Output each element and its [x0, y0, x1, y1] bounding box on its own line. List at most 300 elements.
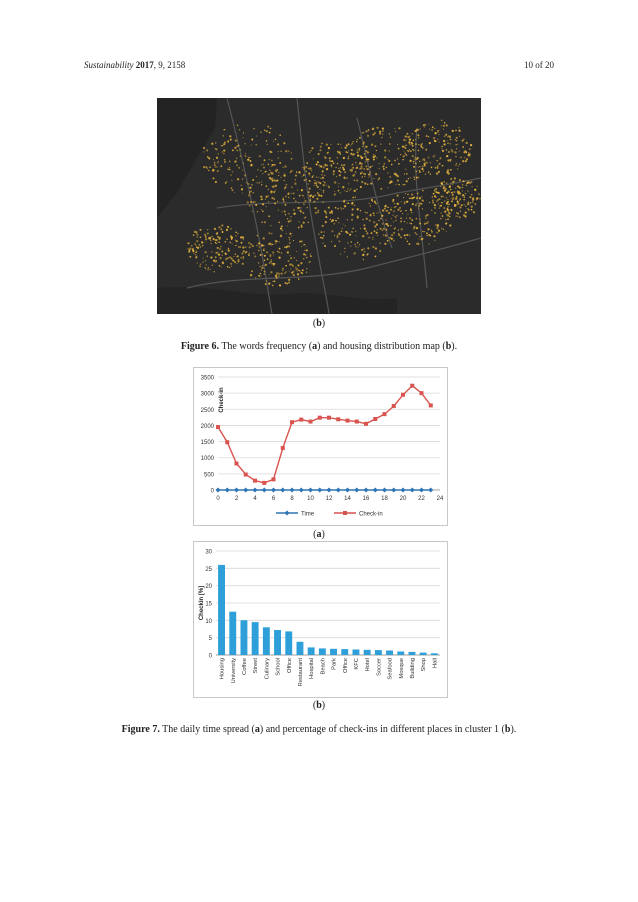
map-dot — [320, 237, 322, 239]
map-dot — [229, 160, 231, 162]
map-dot — [299, 195, 301, 197]
map-dot — [306, 249, 308, 251]
map-dot — [351, 144, 352, 145]
map-dot — [269, 159, 270, 160]
map-dot — [305, 246, 306, 247]
map-dot — [279, 273, 280, 274]
map-dot — [394, 173, 396, 175]
map-dot — [398, 163, 400, 165]
map-dot — [337, 208, 339, 210]
map-dot — [389, 237, 391, 239]
map-dot — [310, 255, 312, 257]
map-dot — [447, 136, 448, 137]
map-dot — [346, 144, 348, 146]
map-dot — [254, 201, 256, 203]
time-point — [345, 488, 350, 493]
map-dot — [283, 201, 284, 202]
map-dot — [272, 164, 273, 165]
map-dot — [402, 146, 404, 148]
map-dot — [465, 212, 467, 214]
map-dot — [321, 143, 322, 144]
map-dot — [335, 220, 337, 222]
map-dot — [468, 152, 469, 153]
map-dot — [273, 186, 275, 188]
map-dot — [432, 126, 434, 128]
map-dot — [309, 180, 311, 182]
bar — [330, 649, 337, 655]
map-dot — [245, 156, 246, 157]
map-dot — [364, 249, 365, 250]
map-dot — [446, 231, 447, 232]
figure6-caption-label: Figure 6. — [180, 341, 219, 352]
map-dot — [467, 190, 469, 192]
map-dot — [270, 243, 272, 245]
map-dot — [294, 257, 295, 258]
map-dot — [441, 195, 443, 197]
map-dot — [224, 159, 226, 161]
map-dot — [194, 243, 196, 245]
map-dot — [266, 140, 268, 142]
map-dot — [331, 230, 333, 232]
map-dot — [451, 200, 453, 202]
map-dot — [266, 130, 268, 132]
map-dot — [438, 203, 439, 204]
map-dot — [323, 190, 325, 192]
map-dot — [441, 120, 442, 121]
map-dot — [231, 175, 232, 176]
map-dot — [271, 197, 273, 199]
map-dot — [457, 200, 459, 202]
map-dot — [266, 280, 268, 282]
map-dot — [236, 240, 238, 242]
time-point — [262, 488, 267, 493]
time-point — [234, 488, 239, 493]
map-dot — [443, 181, 445, 183]
map-dot — [434, 128, 435, 129]
map-dot — [456, 198, 457, 199]
map-dot — [443, 186, 444, 187]
map-dot — [459, 151, 460, 152]
map-dot — [355, 171, 356, 172]
map-dot — [286, 233, 287, 234]
map-dot — [426, 135, 428, 137]
bar — [420, 653, 427, 655]
map-dot — [465, 193, 467, 195]
map-dot — [354, 190, 356, 192]
map-dot — [397, 158, 398, 159]
map-dot — [205, 241, 206, 242]
map-dot — [302, 212, 304, 214]
map-dot — [311, 150, 312, 151]
map-dot — [462, 184, 463, 185]
figure7-caption: Figure 7. The daily time spread (a) and percentage of check-ins in different places in cluster 1 (b). — [121, 724, 517, 735]
map-dot — [249, 246, 251, 248]
map-dot — [261, 267, 263, 269]
time-point — [336, 488, 341, 493]
map-dot — [208, 170, 210, 172]
map-dot — [220, 246, 221, 247]
map-dot — [295, 179, 296, 180]
map-dot — [436, 232, 438, 234]
category-label: Culinary — [264, 658, 271, 680]
map-dot — [285, 265, 287, 267]
map-dot — [441, 146, 443, 148]
map-dot — [410, 177, 411, 178]
map-dot — [352, 228, 354, 230]
map-dot — [400, 217, 402, 219]
map-dot — [218, 241, 220, 243]
map-dot — [448, 172, 450, 174]
map-dot — [450, 138, 452, 140]
map-dot — [443, 207, 445, 209]
map-dot — [416, 233, 418, 235]
map-dot — [203, 147, 205, 149]
map-dot — [249, 160, 251, 162]
map-dot — [236, 263, 237, 264]
map-dot — [337, 143, 339, 145]
map-dot — [399, 207, 401, 209]
map-dot — [278, 157, 280, 159]
map-dot — [255, 277, 256, 278]
map-dot — [434, 212, 436, 214]
map-dot — [306, 179, 307, 180]
map-dot — [199, 266, 200, 267]
map-dot — [419, 236, 420, 237]
map-dot — [309, 152, 310, 153]
map-dot — [276, 272, 278, 274]
map-dot — [292, 272, 293, 273]
map-dot — [215, 148, 217, 150]
category-label: Mosque — [398, 658, 405, 679]
map-dot — [362, 235, 364, 237]
map-dot — [318, 153, 320, 155]
map-dot — [357, 242, 358, 243]
map-dot — [372, 201, 373, 202]
checkin-point — [327, 416, 331, 420]
map-dot — [310, 200, 311, 201]
map-dot — [374, 200, 376, 202]
map-dot — [324, 231, 325, 232]
map-dot — [337, 217, 339, 219]
map-dot — [308, 194, 309, 195]
map-dot — [462, 140, 464, 142]
map-dot — [372, 128, 374, 130]
map-dot — [309, 195, 311, 197]
map-dot — [211, 236, 213, 238]
map-dot — [212, 265, 213, 266]
map-graphic — [157, 98, 481, 314]
map-dot — [207, 255, 208, 256]
map-dot — [334, 235, 335, 236]
map-dot — [331, 166, 332, 167]
checkin-point — [364, 422, 368, 426]
map-dot — [342, 186, 344, 188]
map-dot — [290, 171, 292, 173]
map-dot — [229, 169, 230, 170]
map-dot — [195, 256, 197, 258]
map-dot — [309, 167, 311, 169]
checkin-point — [262, 481, 266, 485]
map-dot — [256, 182, 257, 183]
map-dot — [447, 199, 448, 200]
map-dot — [260, 131, 262, 133]
map-dot — [298, 227, 300, 229]
map-dot — [434, 240, 435, 241]
map-dot — [237, 233, 239, 235]
map-dot — [264, 159, 266, 161]
map-dot — [225, 143, 226, 144]
map-dot — [380, 188, 382, 190]
map-dot — [434, 204, 436, 206]
x-tick-label: 16 — [362, 496, 370, 502]
map-dot — [316, 198, 318, 200]
map-dot — [416, 177, 418, 179]
map-dot — [338, 152, 339, 153]
map-dot — [380, 218, 382, 220]
map-dot — [364, 182, 366, 184]
map-dot — [281, 228, 283, 230]
map-dot — [425, 222, 427, 224]
map-dot — [459, 179, 461, 181]
map-dot — [393, 232, 394, 233]
map-dot — [229, 267, 230, 268]
map-dot — [378, 220, 379, 221]
map-dot — [268, 164, 270, 166]
map-dot — [353, 154, 355, 156]
map-dot — [189, 256, 191, 258]
map-dot — [450, 143, 451, 144]
map-dot — [263, 237, 265, 239]
map-dot — [230, 228, 232, 230]
map-dot — [271, 178, 273, 180]
map-dot — [217, 236, 219, 238]
map-dot — [348, 202, 350, 204]
map-dot — [299, 270, 301, 272]
map-dot — [364, 173, 366, 175]
map-dot — [320, 178, 321, 179]
map-dot — [395, 206, 396, 207]
map-dot — [446, 182, 448, 184]
map-dot — [276, 180, 278, 182]
map-dot — [437, 139, 438, 140]
map-dot — [365, 130, 367, 132]
map-dot — [377, 235, 378, 236]
map-dot — [354, 244, 355, 245]
map-dot — [303, 253, 305, 255]
map-dot — [446, 149, 448, 151]
category-label: Hotel — [365, 658, 372, 672]
map-dot — [391, 218, 392, 219]
map-dot — [215, 242, 216, 243]
map-dot — [467, 208, 468, 209]
map-dot — [411, 142, 412, 143]
map-dot — [229, 167, 231, 169]
map-dot — [214, 164, 216, 166]
checkin-point — [383, 412, 387, 416]
map-dot — [398, 184, 400, 186]
map-dot — [281, 211, 282, 212]
map-dot — [288, 282, 290, 284]
map-dot — [279, 134, 281, 136]
map-dot — [465, 215, 466, 216]
map-dot — [451, 169, 452, 170]
map-dot — [372, 237, 373, 238]
map-dot — [453, 191, 454, 192]
map-dot — [344, 205, 346, 207]
map-dot — [445, 211, 446, 212]
map-dot — [331, 241, 332, 242]
map-dot — [372, 165, 373, 166]
map-dot — [263, 248, 264, 249]
map-dot — [222, 151, 223, 152]
map-dot — [391, 234, 393, 236]
map-dot — [444, 122, 446, 124]
map-dot — [401, 228, 403, 230]
map-dot — [303, 203, 304, 204]
map-dot — [459, 200, 460, 201]
map-dot — [343, 168, 345, 170]
map-dot — [284, 272, 285, 273]
map-dot — [213, 260, 215, 262]
map-dot — [382, 128, 384, 130]
map-dot — [334, 191, 335, 192]
map-dot — [343, 200, 345, 202]
map-dot — [229, 242, 231, 244]
map-dot — [221, 251, 223, 253]
y-tick-label: 2000 — [200, 423, 214, 430]
map-dot — [366, 218, 368, 220]
map-dot — [438, 130, 439, 131]
map-dot — [423, 158, 425, 160]
map-dot — [288, 260, 290, 262]
map-dot — [263, 164, 264, 165]
map-dot — [282, 199, 284, 201]
map-dot — [418, 150, 420, 152]
map-dot — [391, 238, 393, 240]
map-dot — [282, 230, 283, 231]
map-dot — [421, 168, 423, 170]
map-dot — [290, 268, 291, 269]
map-dot — [400, 236, 402, 238]
map-dot — [252, 211, 253, 212]
map-dot — [200, 246, 202, 248]
map-dot — [301, 189, 303, 191]
map-dot — [256, 176, 257, 177]
map-dot — [456, 212, 457, 213]
map-dot — [384, 208, 386, 210]
map-dot — [364, 156, 366, 158]
map-dot — [339, 174, 341, 176]
map-dot — [265, 196, 267, 198]
map-dot — [468, 154, 470, 156]
map-dot — [306, 170, 307, 171]
map-dot — [214, 228, 216, 230]
map-dot — [213, 159, 214, 160]
map-dot — [337, 235, 339, 237]
map-dot — [458, 127, 459, 128]
map-dot — [291, 193, 292, 194]
map-dot — [451, 182, 452, 183]
map-dot — [237, 255, 239, 257]
map-dot — [278, 210, 279, 211]
map-dot — [326, 214, 327, 215]
map-dot — [367, 184, 369, 186]
map-dot — [291, 186, 293, 188]
map-dot — [356, 167, 358, 169]
x-tick-label: 0 — [216, 496, 220, 502]
map-dot — [189, 247, 191, 249]
journal-volume: , 9, 2158 — [153, 60, 186, 70]
category-label: Beach — [320, 658, 327, 675]
map-dot — [237, 260, 239, 262]
bar — [431, 653, 438, 655]
map-dot — [307, 207, 308, 208]
map-dot — [304, 179, 306, 181]
time-point — [216, 488, 221, 493]
map-dot — [389, 150, 390, 151]
map-dot — [337, 163, 339, 165]
map-dot — [291, 152, 292, 153]
map-dot — [400, 220, 402, 222]
map-dot — [379, 168, 380, 169]
map-dot — [304, 198, 305, 199]
map-dot — [341, 228, 342, 229]
map-dot — [402, 159, 404, 161]
map-dot — [422, 199, 424, 201]
map-dot — [187, 248, 188, 249]
map-dot — [275, 277, 277, 279]
map-dot — [242, 178, 243, 179]
map-dot — [470, 181, 472, 183]
checkin-point — [410, 384, 414, 388]
map-dot — [242, 263, 244, 265]
map-dot — [240, 155, 241, 156]
map-dot — [269, 254, 271, 256]
map-dot — [280, 151, 281, 152]
time-point — [280, 488, 285, 493]
map-dot — [260, 276, 261, 277]
map-dot — [199, 244, 201, 246]
map-dot — [329, 157, 331, 159]
map-dot — [405, 238, 407, 240]
map-dot — [195, 251, 197, 253]
journal-year: 2017 — [135, 60, 154, 70]
map-dot — [304, 250, 305, 251]
map-dot — [295, 267, 296, 268]
y-tick-label: 2500 — [200, 407, 214, 414]
map-dot — [278, 275, 280, 277]
map-dot — [448, 212, 450, 214]
map-dot — [331, 221, 333, 223]
map-dot — [300, 262, 302, 264]
map-dot — [415, 143, 417, 145]
map-dot — [434, 207, 436, 209]
map-dot — [459, 206, 461, 208]
map-dot — [445, 222, 447, 224]
bar — [409, 652, 416, 655]
map-dot — [452, 181, 454, 183]
map-dot — [426, 149, 428, 151]
map-dot — [437, 131, 439, 133]
map-dot — [359, 244, 360, 245]
map-dot — [195, 250, 196, 251]
map-dot — [289, 220, 291, 222]
map-dot — [256, 136, 257, 137]
map-dot — [470, 156, 471, 157]
map-dot — [341, 208, 342, 209]
map-dot — [338, 186, 339, 187]
map-dot — [299, 209, 301, 211]
